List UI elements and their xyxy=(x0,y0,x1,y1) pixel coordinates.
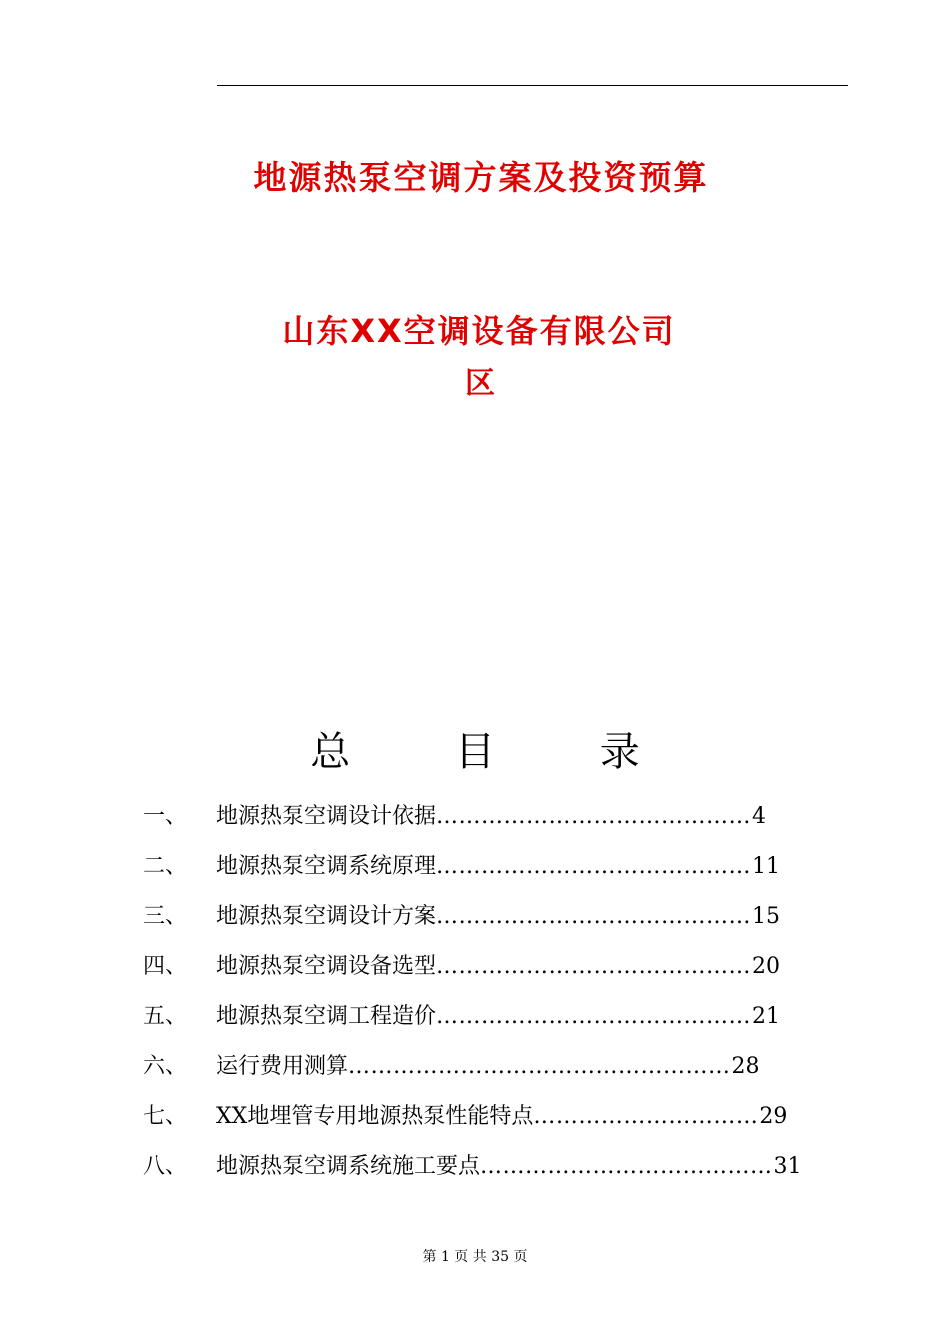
page-footer: 第 1 页 共 35 页 xyxy=(422,1249,528,1265)
toc-entry-leader: ………………………… xyxy=(533,1104,759,1129)
toc-entry[interactable] xyxy=(143,847,823,897)
toc-entry-text xyxy=(216,897,780,937)
toc-entry-text xyxy=(216,847,780,887)
toc-entry-text xyxy=(216,1097,787,1137)
toc-entry-page: 15 xyxy=(752,904,781,929)
toc-entry[interactable] xyxy=(143,897,823,947)
main-title: 地源热泵空调方案及投资预算 xyxy=(253,158,709,197)
toc-entry-number: 三、 xyxy=(143,904,188,929)
header-rule xyxy=(217,85,848,86)
toc-entry-title: 地源热泵空调系统原理 xyxy=(216,854,437,879)
toc-entry-number: 一、 xyxy=(143,804,188,829)
toc-entry-leader: …………………………………………… xyxy=(348,1054,731,1079)
toc-entry-text xyxy=(216,797,766,837)
toc-heading-char: 录 xyxy=(599,729,640,775)
toc-entry-text xyxy=(216,1147,802,1187)
toc-entry[interactable] xyxy=(143,997,823,1047)
table-of-contents xyxy=(143,797,823,1197)
toc-entry-leader: …………………………………… xyxy=(436,804,752,829)
toc-entry-title: 地源热泵空调系统施工要点 xyxy=(216,1154,481,1179)
toc-entry-text xyxy=(216,947,780,987)
toc-entry-number: 二、 xyxy=(143,854,188,879)
toc-entry[interactable] xyxy=(143,1097,823,1147)
toc-entry-page: 20 xyxy=(752,954,781,979)
toc-heading-char: 总 xyxy=(310,729,351,775)
toc-entry-title: 地源热泵空调设备选型 xyxy=(216,954,437,979)
toc-entry-title: XX地埋管专用地源热泵性能特点 xyxy=(216,1104,534,1129)
toc-entry[interactable] xyxy=(143,947,823,997)
company-name: 山东XX空调设备有限公司 xyxy=(282,312,676,350)
toc-entry-page: 29 xyxy=(759,1104,788,1129)
toc-entry-leader: …………………………………… xyxy=(436,1004,752,1029)
toc-entry[interactable] xyxy=(143,1047,823,1097)
toc-entry-title: 地源热泵空调设计方案 xyxy=(216,904,437,929)
company-name-tail: 区 xyxy=(465,366,497,401)
toc-heading xyxy=(0,720,950,777)
toc-entry-number: 七、 xyxy=(143,1104,188,1129)
toc-entry-title: 运行费用测算 xyxy=(216,1054,349,1079)
toc-entry-title: 地源热泵空调工程造价 xyxy=(216,1004,437,1029)
toc-entry-text xyxy=(216,997,780,1037)
toc-heading-char: 目 xyxy=(455,729,495,775)
toc-entry-leader: …………………………………… xyxy=(436,904,752,929)
toc-entry-page: 31 xyxy=(773,1154,802,1179)
toc-entry-number: 六、 xyxy=(143,1054,188,1079)
toc-entry-number: 五、 xyxy=(143,1004,188,1029)
toc-entry-number: 四、 xyxy=(143,954,188,979)
toc-entry-page: 21 xyxy=(752,1004,781,1029)
toc-entry-leader: ………………………………… xyxy=(480,1154,773,1179)
toc-entry[interactable] xyxy=(143,797,823,847)
toc-entry-title: 地源热泵空调设计依据 xyxy=(216,804,437,829)
toc-entry-number: 八、 xyxy=(143,1154,188,1179)
toc-entry[interactable] xyxy=(143,1147,823,1197)
toc-entry-leader: …………………………………… xyxy=(436,954,752,979)
toc-entry-page: 4 xyxy=(752,804,767,829)
toc-entry-page: 11 xyxy=(752,854,781,879)
toc-entry-leader: …………………………………… xyxy=(436,854,752,879)
toc-entry-text xyxy=(216,1047,760,1087)
toc-entry-page: 28 xyxy=(731,1054,760,1079)
